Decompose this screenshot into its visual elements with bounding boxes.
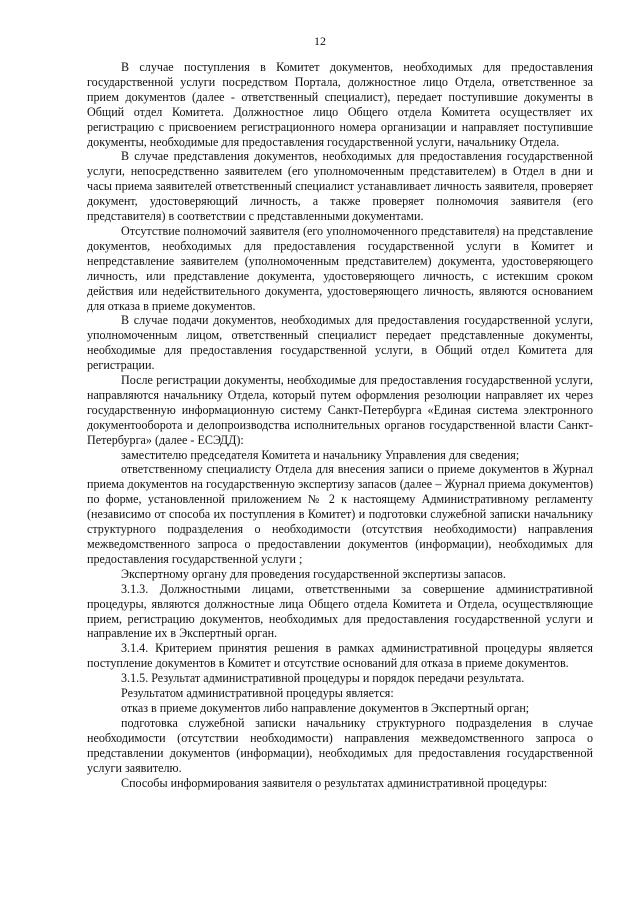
paragraph-authorized-person: В случае подачи документов, необходимых для предоставления государственной услуги, уполномоченным лицом, ответственный специалист передает представленные документы, необходимые для предоставления государственной услуги, в Общий отдел Комитета для регистрации.	[87, 313, 593, 373]
paragraph-result-refusal: отказ в приеме документов либо направление документов в Экспертный орган;	[121, 700, 530, 715]
paragraph-result-memo: подготовка служебной записки начальнику структурного подразделения в случае необходимости (отсутствии необходимости) направления межведомственного запроса о представлении документов (информации), необходимых для предоставления государственной услуги заявителю.	[87, 715, 593, 775]
document-body	[87, 60, 593, 790]
paragraph-after-registration: После регистрации документы, необходимые для предоставления государственной услуги, направляются начальнику Отдела, который путем оформления резолюции направляет их через государственную информационную систему Санкт-Петербурга «Единая система электронного документооборота и делопроизводства исполнительных органов государственной власти Санкт-Петербурга» (далее - ЕСЭДД):	[87, 373, 593, 447]
paragraph-3-1-5: 3.1.5. Результат административной процедуры и порядок передачи результата.	[121, 671, 525, 686]
paragraph-refusal-grounds: Отсутствие полномочий заявителя (его уполномоченного представителя) на представление документов, необходимых для предоставления государственной услуги в Комитет и непредставление заявителем (уполномоченным представителем) документа, удостоверяющего личность, или представление документа, удостоверяющего личность, с истекшим сроком действия или недействительного документа, удостоверяющего личность, являются основанием для отказа в приеме документов.	[87, 223, 593, 313]
paragraph-result-intro: Результатом административной процедуры является:	[121, 686, 394, 701]
paragraph-3-1-3: 3.1.3. Должностными лицами, ответственными за совершение административной процедуры, являются должностные лица Общего отдела Комитета и Отдела, осуществляющие прием, регистрацию документов, необходимых для предоставления государственной услуги и направление их в Экспертный орган.	[87, 581, 593, 641]
paragraph-responsible-specialist: ответственному специалисту Отдела для внесения записи о приеме документов в Журнал приема документов на государственную экспертизу запасов (далее – Журнал приема документов) по форме, установленной приложением № 2 к настоящему Административному регламенту (независимо от способа их поступления в Комитет) и подготовки служебной записки начальнику структурного подразделения о необходимости (отсутствия необходимости) направления межведомственного запроса о предоставлении документов (информации), необходимых для предоставления государственной услуги ;	[87, 462, 593, 566]
page-number: 12	[314, 34, 326, 48]
paragraph-informing-methods: Способы информирования заявителя о результатах административной процедуры:	[121, 775, 548, 790]
paragraph-portal-submission: В случае поступления в Комитет документов, необходимых для предоставления государственной услуги посредством Портала, должностное лицо Отдела, ответственное за прием документов (далее - ответственный специалист), передает поступившие документы в Общий отдел Комитета. Должностное лицо Общего отдела Комитета осуществляет их регистрацию с присвоением регистрационного номера организации и направляет поступившие документы, необходимые для предоставления государственной услуги, начальнику Отдела.	[87, 60, 593, 149]
paragraph-expert-body: Экспертному органу для проведения государственной экспертизы запасов.	[121, 566, 506, 581]
paragraph-direct-submission: В случае представления документов, необходимых для предоставления государственной услуги, непосредственно заявителем (его уполномоченным представителем) в Отдел в дни и часы приема заявителей ответственный специалист устанавливает личность заявителя, проверяет документ, удостоверяющий личность, а также проверяет полномочия заявителя (его представителя) в соответствии с представленными документами.	[87, 149, 593, 224]
paragraph-deputy-chairman: заместителю председателя Комитета и начальнику Управления для сведения;	[121, 447, 520, 462]
paragraph-3-1-4: 3.1.4. Критерием принятия решения в рамках административной процедуры является поступление документов в Комитет и отсутствие оснований для отказа в приеме документов.	[87, 641, 593, 671]
